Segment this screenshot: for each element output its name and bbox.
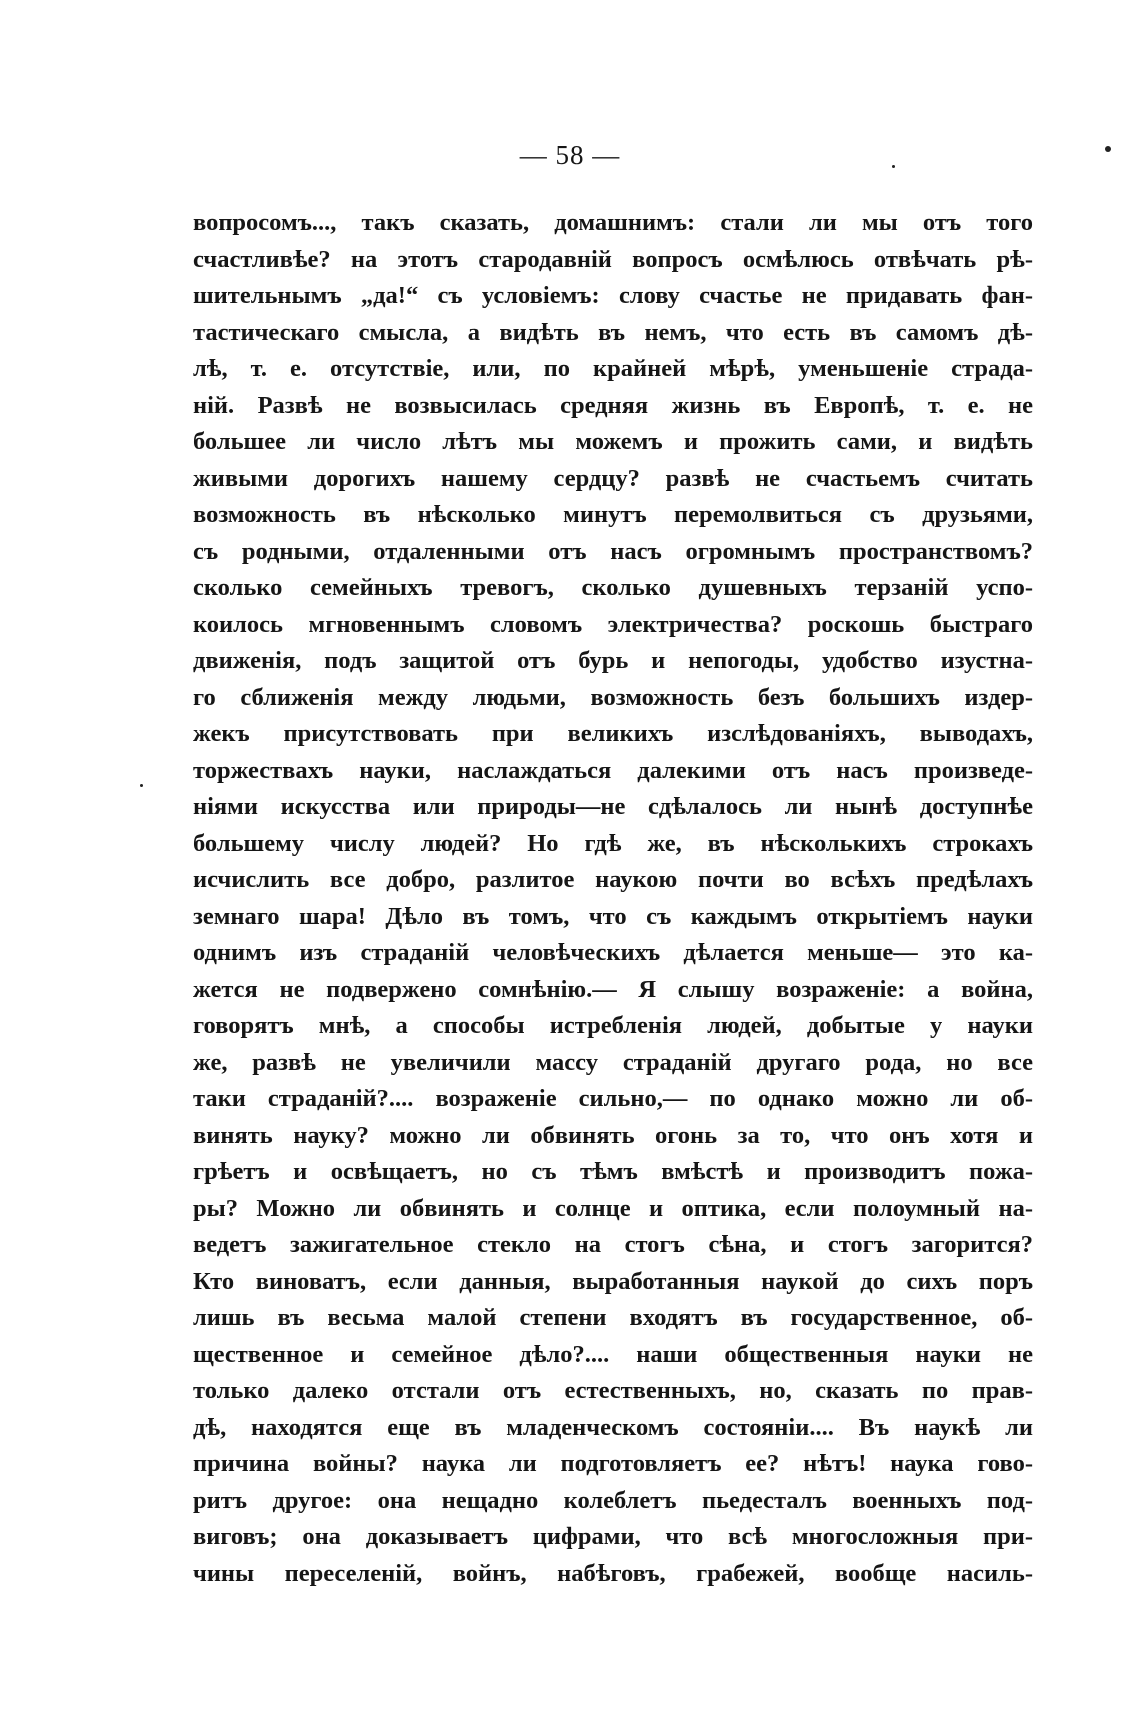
text-line: причина войны? наука ли подготовляетъ ее? нѣтъ! наука гово-	[193, 1450, 1033, 1477]
print-speck	[140, 784, 143, 787]
text-line: лишь въ весьма малой степени входятъ въ государственное, об-	[193, 1304, 1033, 1331]
text-line: ніями искусства или природы—не сдѣлалось ли нынѣ доступнѣе	[193, 793, 1033, 820]
text-line: движенія, подъ защитой отъ бурь и непогоды, удобство изустна-	[193, 647, 1033, 674]
text-line: съ родными, отдаленными отъ насъ огромнымъ пространствомъ?	[193, 537, 1033, 565]
text-line: говорятъ мнѣ, а способы истребленія людей, добытые у науки	[193, 1012, 1033, 1039]
text-line: тастическаго смысла, а видѣть въ немъ, что есть въ самомъ дѣ-	[193, 318, 1033, 346]
text-line: го сближенія между людьми, возможность безъ большихъ издер-	[193, 683, 1033, 711]
text-line: вопросомъ..., такъ сказать, домашнимъ: стали ли мы отъ того	[193, 209, 1033, 236]
text-line: же, развѣ не увеличили массу страданій другаго рода, но все	[193, 1048, 1033, 1076]
text-line: исчислить все добро, разлитое наукою почти во всѣхъ предѣлахъ	[193, 866, 1033, 893]
text-line: ній. Развѣ не возвысилась средняя жизнь въ Европѣ, т. е. не	[193, 391, 1033, 419]
text-line: торжествахъ науки, наслаждаться далекими отъ насъ произведе-	[193, 756, 1033, 784]
body-text	[193, 205, 1033, 1592]
text-line: грѣетъ и освѣщаетъ, но съ тѣмъ вмѣстѣ и производитъ пожа-	[193, 1158, 1033, 1185]
text-line: Кто виноватъ, если данныя, выработанныя наукой до сихъ поръ	[193, 1267, 1033, 1295]
text-line: живыми дорогихъ нашему сердцу? развѣ не счастьемъ считать	[193, 464, 1033, 492]
print-speck	[1105, 146, 1111, 152]
text-line: жется не подвержено сомнѣнію.— Я слышу возраженіе: а война,	[193, 975, 1033, 1003]
text-line: чины переселеній, войнъ, набѣговъ, грабежей, вообще насиль-	[193, 1559, 1033, 1587]
text-line: дѣ, находятся еще въ младенческомъ состояніи.... Въ наукѣ ли	[193, 1413, 1033, 1441]
text-line: шительнымъ „да!“ съ условіемъ: слову счастье не придавать фан-	[193, 282, 1033, 309]
text-line: таки страданій?.... возраженіе сильно,— по однако можно ли об-	[193, 1085, 1033, 1112]
text-line: только далеко отстали отъ естественныхъ, но, сказать по прав-	[193, 1377, 1033, 1404]
text-line: винять науку? можно ли обвинять огонь за то, что онъ хотя и	[193, 1121, 1033, 1149]
text-line: жекъ присутствовать при великихъ изслѣдованіяхъ, выводахъ,	[193, 720, 1033, 747]
text-line: большему числу людей? Но гдѣ же, въ нѣсколькихъ строкахъ	[193, 829, 1033, 857]
text-line: лѣ, т. е. отсутствіе, или, по крайней мѣрѣ, уменьшеніе страда-	[193, 355, 1033, 382]
text-line: ритъ другое: она нещадно колеблетъ пьедесталъ военныхъ под-	[193, 1486, 1033, 1514]
text-line: счастливѣе? на этотъ стародавній вопросъ осмѣлюсь отвѣчать рѣ-	[193, 245, 1033, 273]
text-line: виговъ; она доказываетъ цифрами, что всѣ многосложныя при-	[193, 1523, 1033, 1550]
text-line: коилось мгновеннымъ словомъ электричества? роскошь быстраго	[193, 610, 1033, 638]
text-line: щественное и семейное дѣло?.... наши общественныя науки не	[193, 1340, 1033, 1368]
text-line: сколько семейныхъ тревогъ, сколько душевныхъ терзаній успо-	[193, 574, 1033, 601]
print-speck	[892, 165, 895, 168]
text-line: однимъ изъ страданій человѣческихъ дѣлается меньше— это ка-	[193, 939, 1033, 966]
page-number: — 58 —	[519, 140, 621, 170]
text-line: ведетъ зажигательное стекло на стогъ сѣна, и стогъ загорится?	[193, 1231, 1033, 1258]
text-line: возможность въ нѣсколько минутъ перемолвиться съ друзьями,	[193, 501, 1033, 528]
text-line: ры? Можно ли обвинять и солнце и оптика, если полоумный на-	[193, 1194, 1033, 1222]
text-line: земнаго шара! Дѣло въ томъ, что съ каждымъ открытіемъ науки	[193, 902, 1033, 930]
text-line: большее ли число лѣтъ мы можемъ и прожить сами, и видѣть	[193, 428, 1033, 455]
